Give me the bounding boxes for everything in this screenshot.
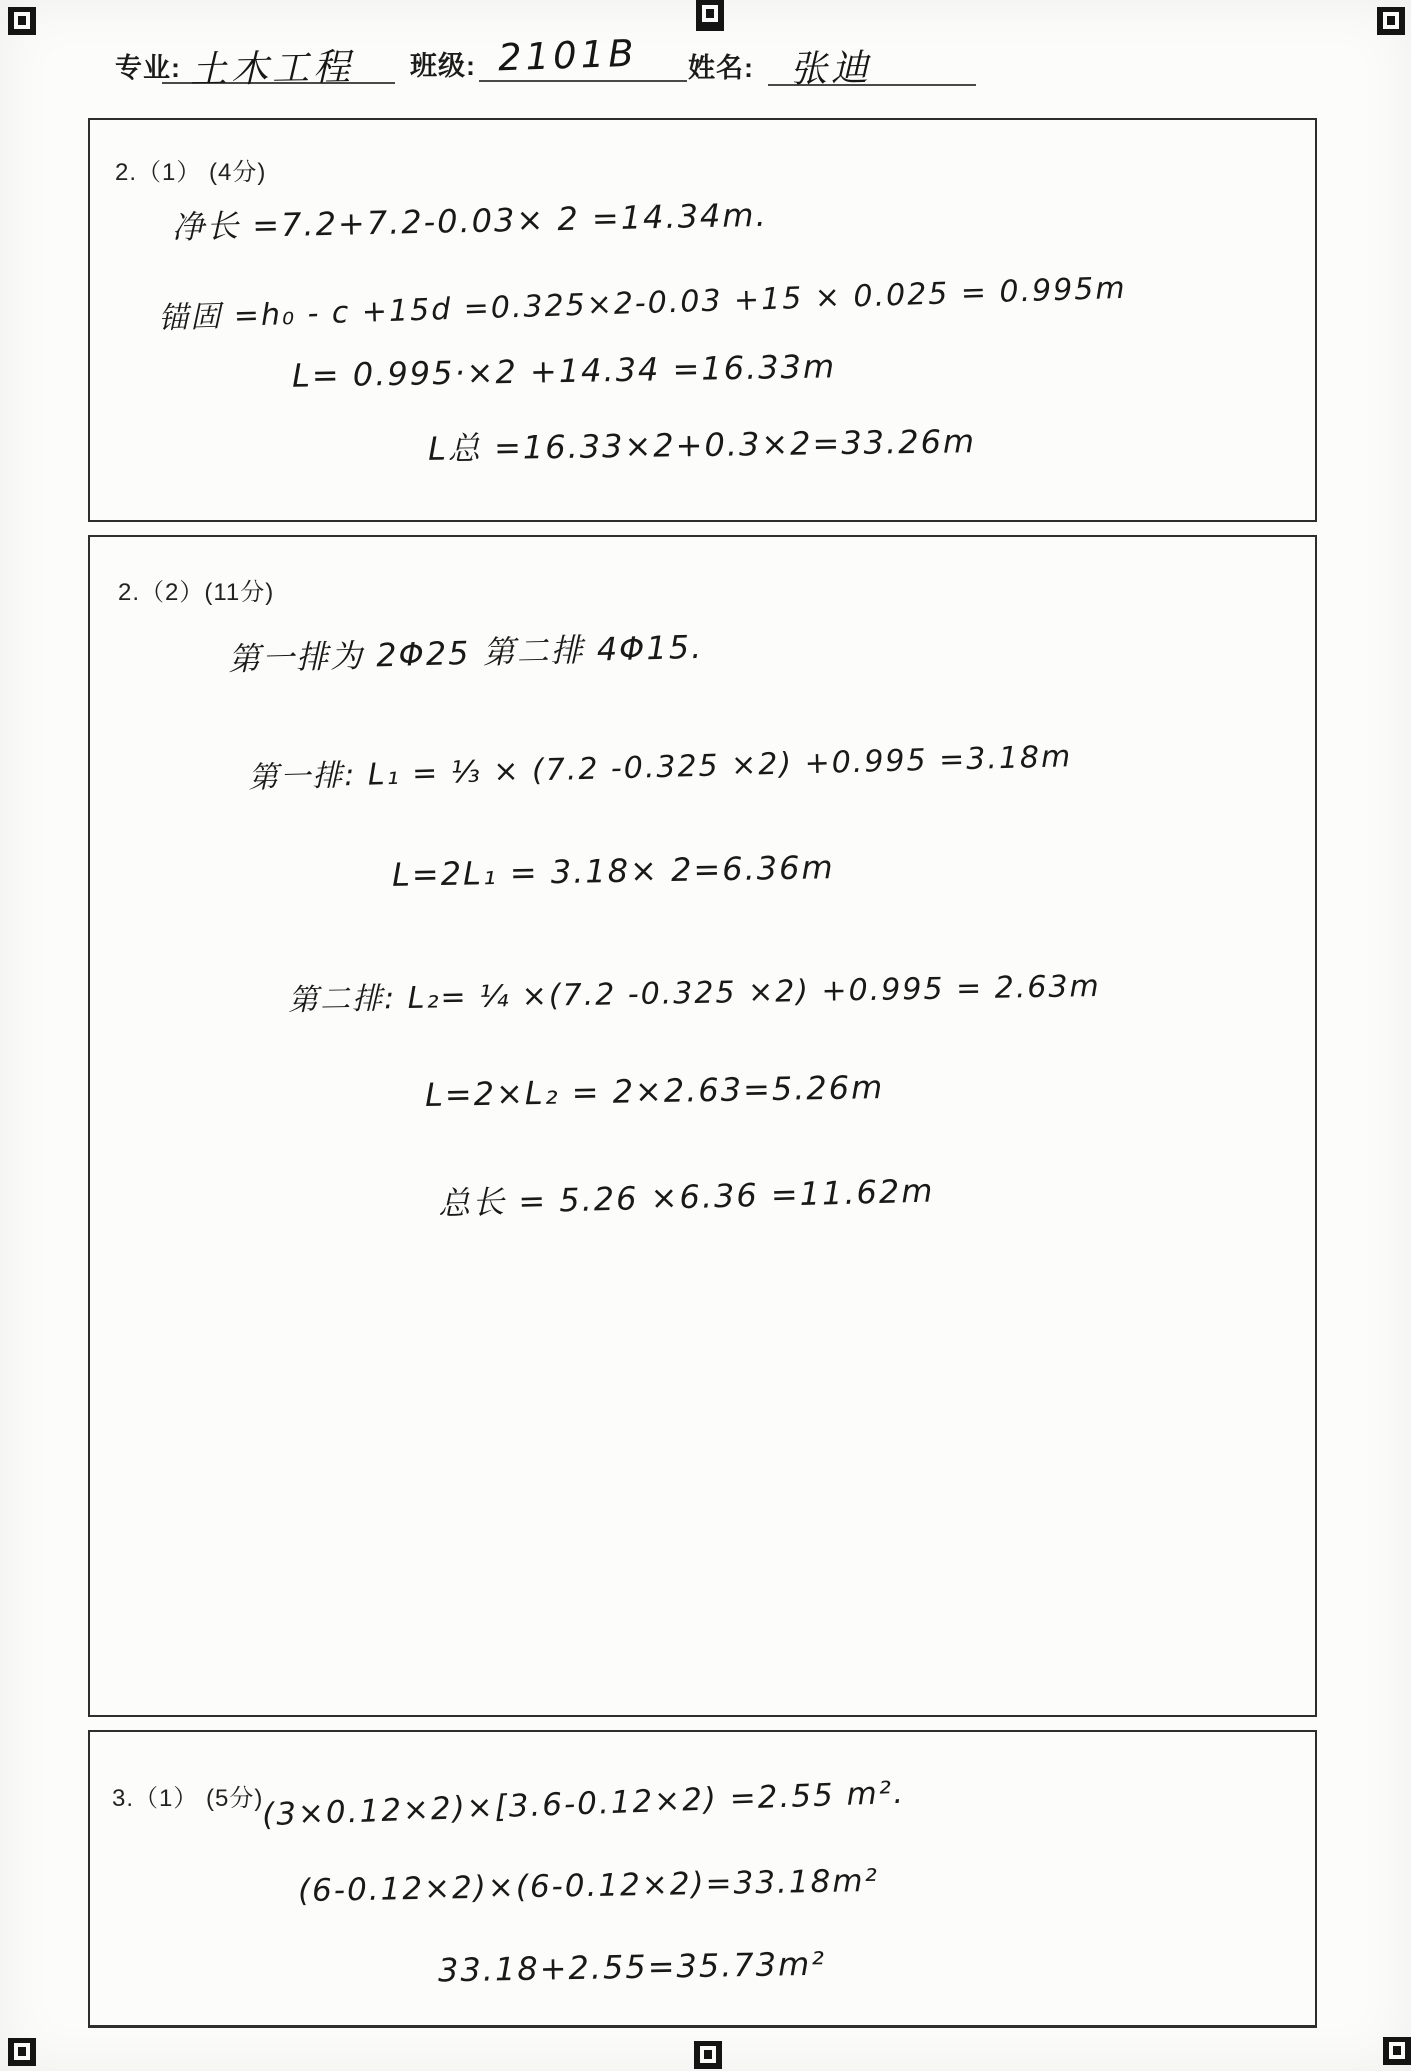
handwritten-equation: L总 =16.33×2+0.3×2=33.26m <box>427 422 977 468</box>
registration-marker-icon <box>8 7 36 35</box>
handwritten-equation: 第一排: L₁ = ⅓ × (7.2 -0.325 ×2) +0.995 =3.18m <box>247 739 1073 796</box>
handwritten-equation: 33.18+2.55=35.73m² <box>437 1944 827 1990</box>
handwritten-equation: 第二排: L₂= ¼ ×(7.2 -0.325 ×2) +0.995 = 2.63m <box>287 968 1102 1019</box>
name-label: 姓名: <box>688 53 754 83</box>
section-label-3-1: 3.（1） (5分) <box>112 1785 264 1812</box>
name-value-handwriting: 张迪 <box>789 46 873 91</box>
handwritten-equation: L=2×L₂ = 2×2.63=5.26m <box>424 1067 885 1115</box>
section-label-2-2: 2.（2）(11分) <box>118 579 275 606</box>
handwritten-equation: L=2L₁ = 3.18× 2=6.36m <box>391 848 835 894</box>
handwritten-equation: (6-0.12×2)×(6-0.12×2)=33.18m² <box>297 1862 880 1910</box>
class-value-handwriting: 2101B <box>497 31 639 80</box>
handwritten-equation: 总长 = 5.26 ×6.36 =11.62m <box>437 1171 935 1223</box>
registration-marker-icon <box>1377 7 1405 35</box>
registration-marker-icon <box>1383 2037 1411 2065</box>
answer-box-2-2 <box>88 535 1317 1717</box>
handwritten-equation: 第一排为 2Φ25 第二排 4Φ15. <box>227 627 704 679</box>
handwritten-equation: 锚固 =h₀ - c +15d =0.325×2-0.03 +15 × 0.025 = 0.995m <box>157 270 1128 337</box>
handwritten-equation: (3×0.12×2)×[3.6-0.12×2) =2.55 m². <box>261 1774 906 1834</box>
registration-marker-icon <box>694 2041 722 2069</box>
section-label-2-1: 2.（1） (4分) <box>115 159 267 186</box>
registration-marker-icon <box>8 2038 36 2066</box>
class-label: 班级: <box>410 51 476 81</box>
handwritten-equation: L= 0.995·×2 +14.34 =16.33m <box>291 347 837 395</box>
major-value-handwriting: 土木工程 <box>189 45 355 92</box>
major-label: 专业: <box>115 53 181 83</box>
handwritten-equation: 净长 =7.2+7.2-0.03× 2 =14.34m. <box>171 195 769 247</box>
header <box>0 31 1411 98</box>
registration-marker-icon <box>696 0 724 31</box>
